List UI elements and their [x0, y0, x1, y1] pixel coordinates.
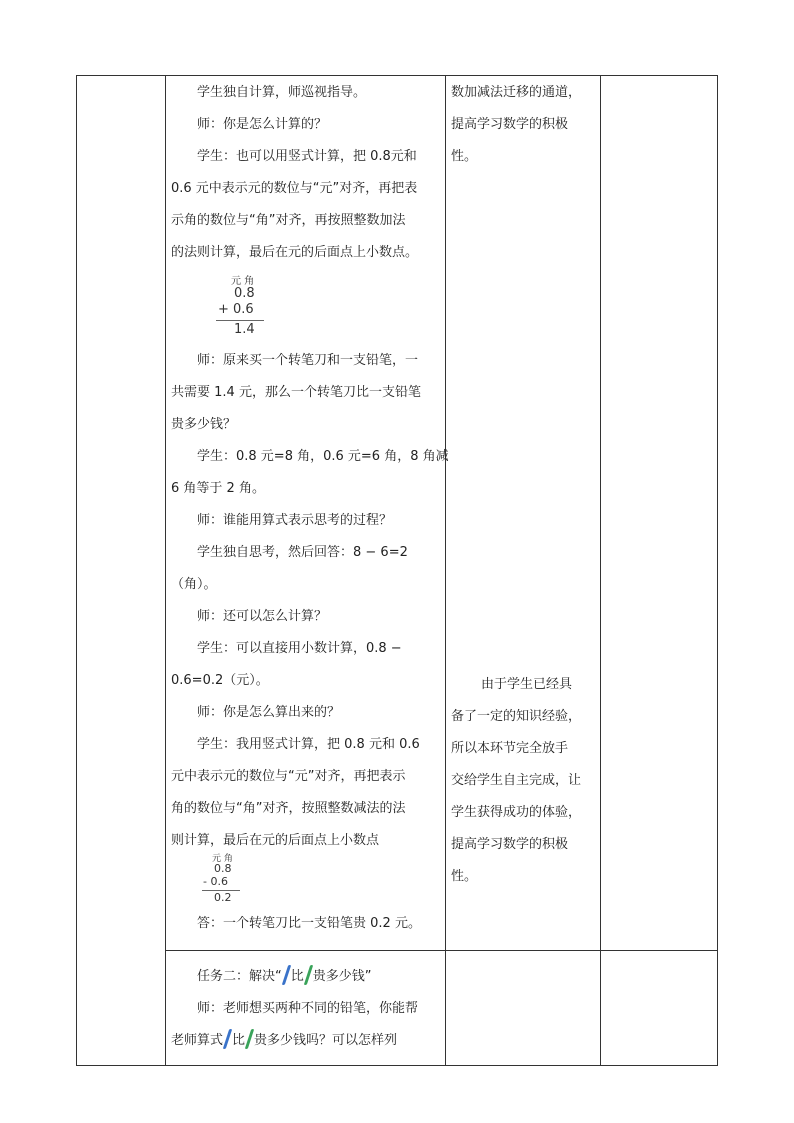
vertical-subtraction — [200, 851, 250, 906]
text-line: 元中表示元的数位与“元”对齐，再把表示 — [171, 769, 406, 784]
units-header: 元 角 — [212, 854, 233, 864]
intent-cell-top — [451, 77, 593, 173]
task2-question-pre: 老师算式 — [171, 1033, 224, 1048]
text-line: 学生：也可以用竖式计算，把 0.8元和 — [197, 149, 417, 164]
units-header: 元 角 — [231, 276, 255, 287]
text-line: 师：你是怎么计算的？ — [197, 117, 328, 132]
intent-line: 性。 — [451, 869, 478, 884]
text-line: 学生独自思考，然后回答：8 − 6=2 — [197, 545, 408, 560]
text-line: 6 角等于 2 角。 — [171, 481, 265, 496]
text-line: 贵多少钱？ — [171, 417, 237, 432]
text-line: 师：还可以怎么计算？ — [197, 609, 328, 624]
operand: 0.8 — [234, 286, 255, 301]
blue-pencil-icon — [223, 1029, 232, 1049]
intent-line: 备了一定的知识经验， — [451, 709, 582, 724]
text-line: 师：原来买一个转笔刀和一支铅笔，一 — [197, 353, 419, 368]
table-border-right — [717, 75, 718, 1066]
intent-line: 所以本环节完全放手 — [451, 741, 569, 756]
table-border-top — [76, 75, 718, 76]
table-border-bottom — [76, 1065, 718, 1066]
process-cell-top — [171, 77, 439, 269]
answer-line: 答：一个转笔刀比一支铅笔贵 0.2 元。 — [197, 916, 421, 931]
text-line: 学生：0.8 元=8 角，0.6 元=6 角，8 角减 — [197, 449, 449, 464]
intent-line: 提高学习数学的积极 — [451, 117, 569, 132]
result: 0.2 — [214, 891, 232, 904]
text-line: 学生：可以直接用小数计算，0.8 − — [197, 641, 402, 656]
intent-line: 数加减法迁移的通道， — [451, 85, 582, 100]
table-row-divider — [165, 950, 718, 951]
intent-line: 由于学生已经具 — [481, 677, 573, 692]
result: 1.4 — [234, 322, 255, 337]
task2-heading — [171, 961, 439, 993]
text-line: 的法则计算，最后在元的后面点上小数点。 — [171, 245, 419, 260]
task2-question — [171, 1025, 439, 1057]
table-border-col1 — [165, 75, 166, 1066]
task2-heading-pre: 任务二：解决“ — [197, 969, 282, 984]
text-line: 师：你是怎么算出来的？ — [197, 705, 341, 720]
table-border-col3 — [600, 75, 601, 1066]
intent-line: 提高学习数学的积极 — [451, 837, 569, 852]
intent-line: 性。 — [451, 149, 478, 164]
intent-cell-middle — [451, 669, 593, 893]
text-line: 角的数位与“角”对齐，按照整数减法的法 — [171, 801, 406, 816]
text-line: 共需要 1.4 元，那么一个转笔刀比一支铅笔 — [171, 385, 421, 400]
operand: - 0.6 — [203, 875, 228, 888]
sum-line — [216, 320, 264, 321]
green-pencil-icon — [245, 1029, 254, 1049]
task2-heading-mid: 比 — [290, 969, 304, 984]
green-pencil-icon — [304, 965, 313, 985]
text-line: 师：老师想买两种不同的铅笔，你能帮 — [197, 1001, 419, 1016]
intent-line: 学生获得成功的体验， — [451, 805, 582, 820]
operand: 0.8 — [214, 862, 232, 875]
process-cell-middle — [171, 345, 449, 857]
process-cell-answer — [171, 908, 439, 940]
text-line: 0.6=0.2（元）。 — [171, 673, 269, 688]
vertical-addition — [214, 272, 274, 340]
text-line: 则计算，最后在元的后面点上小数点 — [171, 833, 380, 848]
text-line: 0.6 元中表示元的数位与“元”对齐，再把表 — [171, 181, 418, 196]
text-line: （角）。 — [171, 577, 217, 592]
intent-line: 交给学生自主完成，让 — [451, 773, 582, 788]
task2-question-post: 贵多少钱吗？可以怎样列 — [254, 1033, 398, 1048]
text-line: 学生独自计算，师巡视指导。 — [197, 85, 367, 100]
text-line: 示角的数位与“角”对齐，再按照整数加法 — [171, 213, 406, 228]
text-line: 学生：我用竖式计算，把 0.8 元和 0.6 — [197, 737, 420, 752]
operand: + 0.6 — [218, 302, 254, 317]
text-line: 师：谁能用算式表示思考的过程？ — [197, 513, 393, 528]
blue-pencil-icon — [282, 965, 291, 985]
task2-heading-post: 贵多少钱” — [312, 969, 372, 984]
table-border-left — [76, 75, 77, 1066]
table-border-col2 — [445, 75, 446, 1066]
process-cell-task2 — [171, 961, 439, 1057]
task2-question-mid: 比 — [232, 1033, 246, 1048]
